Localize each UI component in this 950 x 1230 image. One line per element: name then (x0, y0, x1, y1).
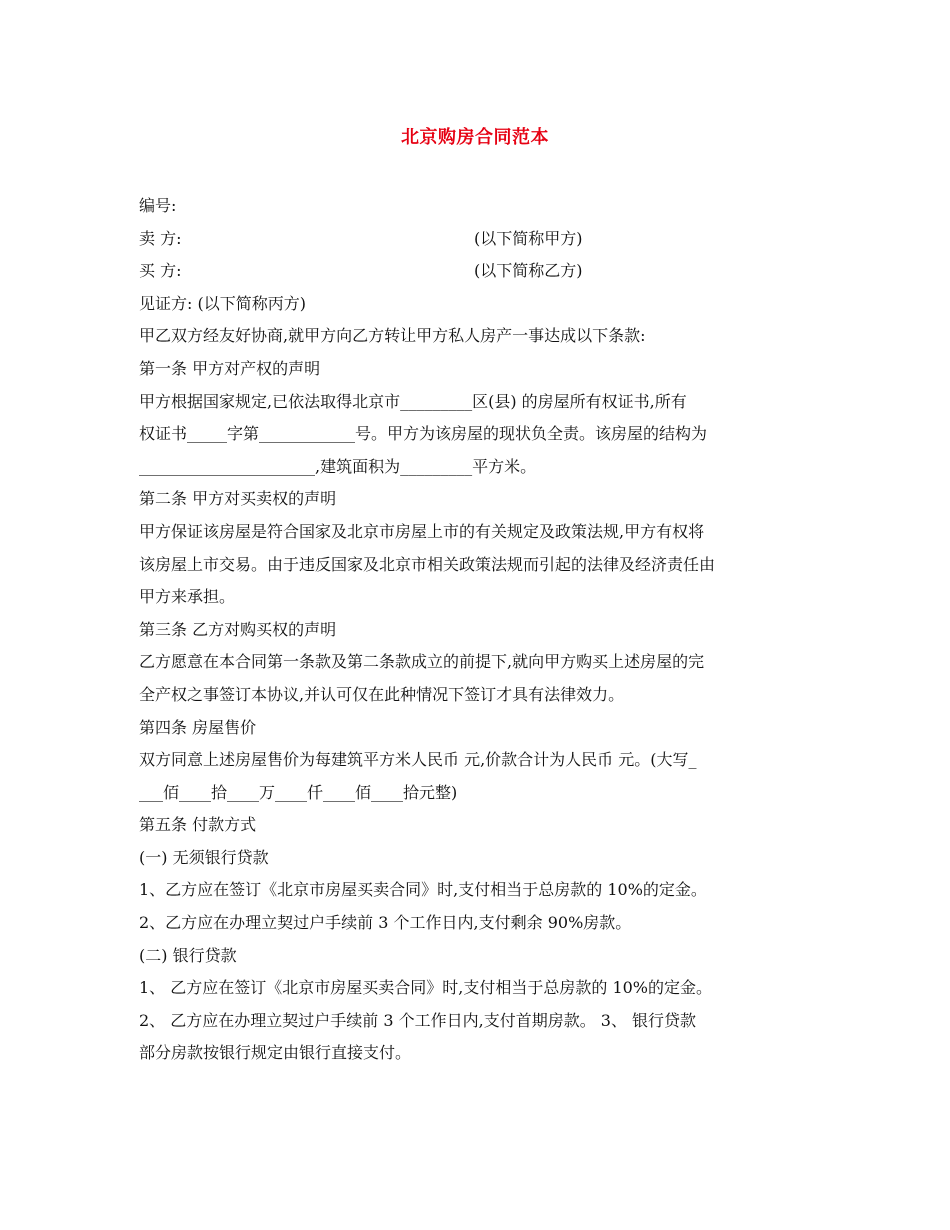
article3-heading: 第三条 乙方对购买权的声明 (139, 619, 337, 639)
buyer-label: 买 方: (139, 261, 182, 281)
article1-line: ______________________,建筑面积为_________平方米。 (139, 456, 537, 476)
article5-sub2-item: 1、 乙方应在签订《北京市房屋买卖合同》时,支付相当于总房款的 10%的定金。 (139, 978, 713, 998)
article5-sub1-heading: (一) 无须银行贷款 (139, 847, 269, 867)
buyer-line (139, 255, 819, 288)
article5-sub2-item: 2、 乙方应在办理立契过户手续前 3 个工作日内,支付首期房款。 3、 银行贷款 (139, 1010, 697, 1030)
article2-heading: 第二条 甲方对买卖权的声明 (139, 489, 337, 509)
article5-sub1-item: 1、乙方应在签订《北京市房屋买卖合同》时,支付相当于总房款的 10%的定金。 (139, 880, 707, 900)
intro-paragraph: 甲乙双方经友好协商,就甲方向乙方转让甲方私人房产一事达成以下条款: (139, 326, 646, 346)
witness-line: 见证方: (以下简称丙方) (139, 293, 306, 313)
seller-line (139, 223, 819, 256)
article5-sub2-item: 部分房款按银行规定由银行直接支付。 (139, 1043, 412, 1063)
article3-line: 乙方愿意在本合同第一条款及第二条款成立的前提下,就向甲方购买上述房屋的完 (139, 652, 705, 672)
article4-line: 双方同意上述房屋售价为每建筑平方米人民币 元,价款合计为人民币 元。(大写_ (139, 750, 697, 770)
seller-note: (以下简称甲方) (474, 228, 583, 248)
article1-line: 甲方根据国家规定,已依法取得北京市_________区(县) 的房屋所有权证书,所有 (139, 391, 687, 411)
article4-line: ___佰____拾____万____仟____佰____拾元整) (139, 782, 458, 802)
article5-heading: 第五条 付款方式 (139, 815, 257, 835)
seller-label: 卖 方: (139, 228, 182, 248)
article3-line: 全产权之事签订本协议,并认可仅在此种情况下签订才具有法律效力。 (139, 684, 625, 704)
article2-line: 甲方保证该房屋是符合国家及北京市房屋上市的有关规定及政策法规,甲方有权将 (139, 521, 705, 541)
article1-heading: 第一条 甲方对产权的声明 (139, 358, 321, 378)
article2-line: 甲方来承担。 (139, 587, 236, 607)
document-title: 北京购房合同范本 (401, 127, 549, 148)
buyer-note: (以下简称乙方) (474, 261, 583, 281)
article4-heading: 第四条 房屋售价 (139, 717, 257, 737)
document-body (139, 190, 819, 1070)
article1-line: 权证书_____字第____________号。甲方为该房屋的现状负全责。该房屋的结构为 (139, 424, 708, 444)
article5-sub1-item: 2、乙方应在办理立契过户手续前 3 个工作日内,支付剩余 90%房款。 (139, 913, 632, 933)
article2-line: 该房屋上市交易。由于违反国家及北京市相关政策法规而引起的法律及经济责任由 (139, 554, 716, 574)
number-line: 编号: (139, 196, 177, 215)
article5-sub2-heading: (二) 银行贷款 (139, 945, 237, 965)
